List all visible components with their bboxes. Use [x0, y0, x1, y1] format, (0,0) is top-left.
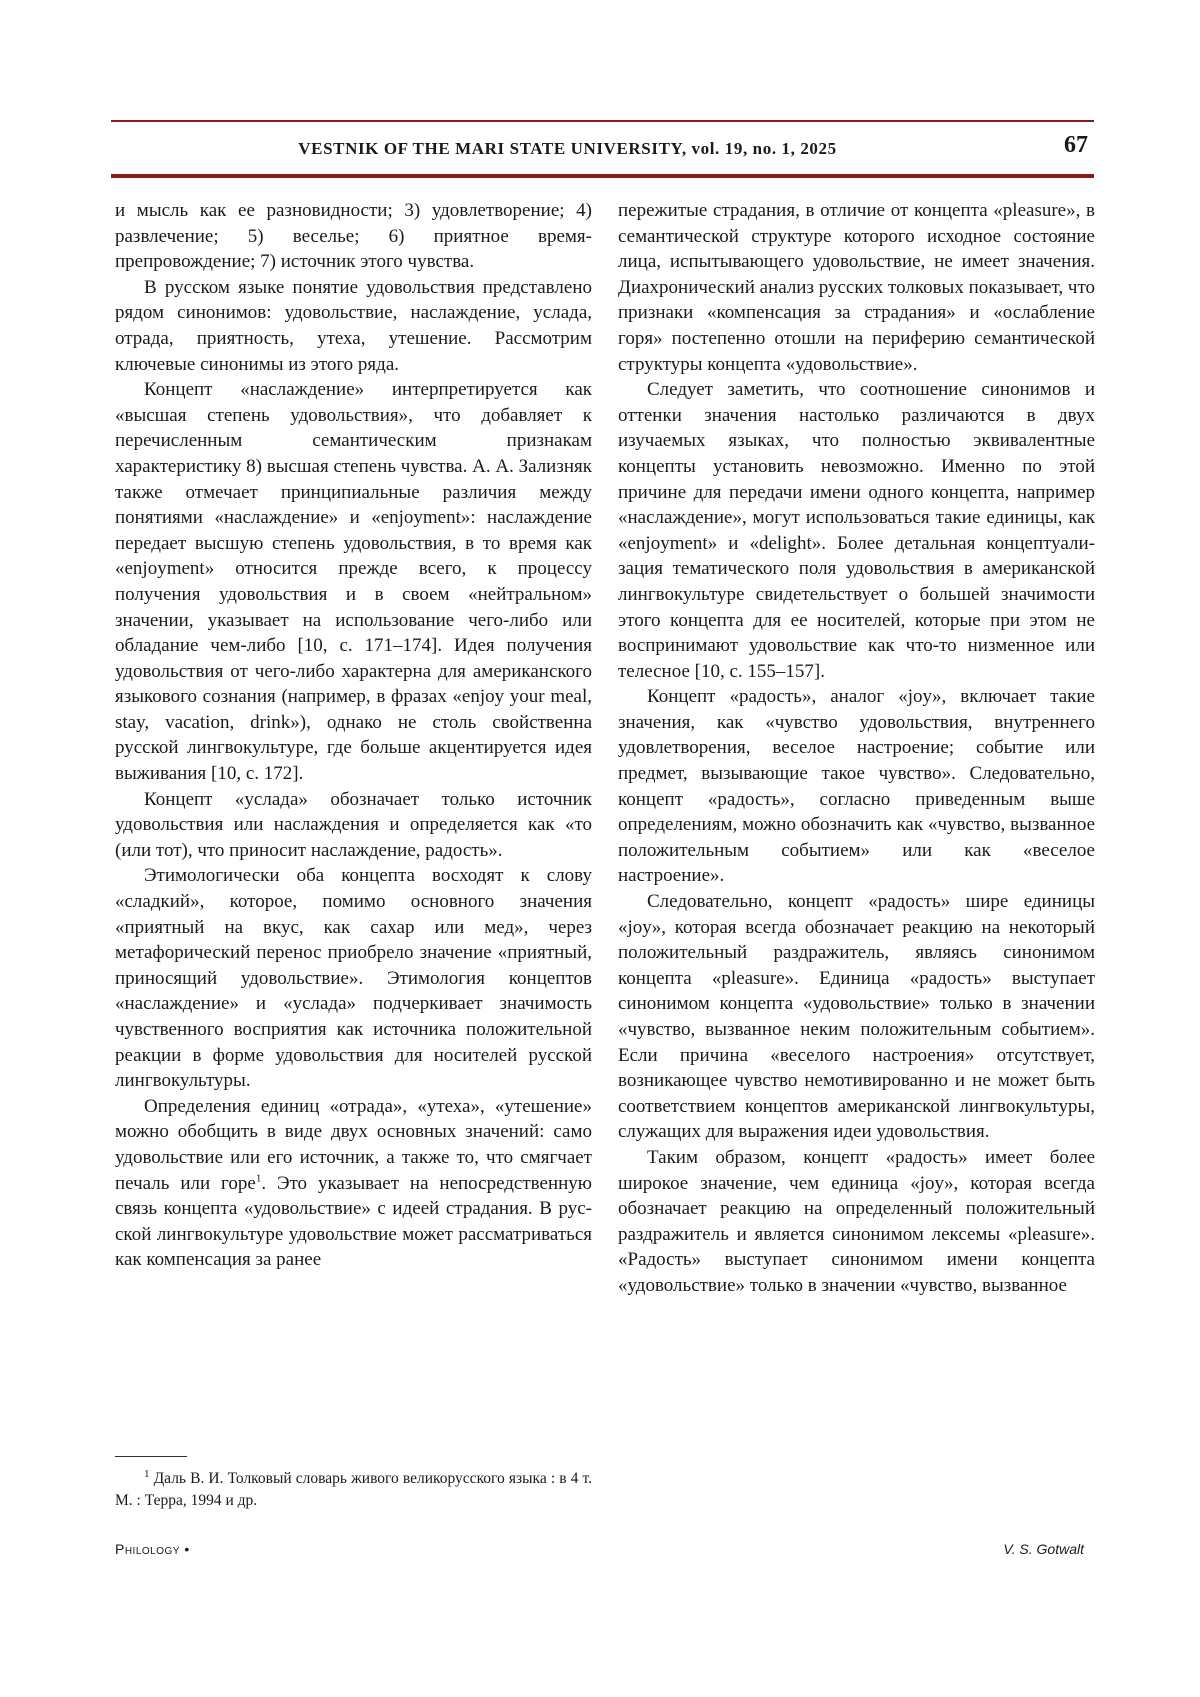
paragraph: пережитые страдания, в отличие от концепта «pleasure», в семантической структуре которого исходное состояние лица, испытывающего удовольствие, не имеет значения. Диахронический анализ русских толковых показывает, что признаки «компенсация за страдания» и «ослабление горя» постепенно отошли на периферию семантической структуры концепта «удовольствие». — [618, 200, 1095, 375]
section-name: Philology — [115, 1541, 180, 1557]
paragraph: В русском языке понятие удовольствия представлено рядом синонимов: удовольствие, наслаждение, услада, отрада, приятность, утеха, утешение. Рассмотрим ключевые синонимы из этого ряда. — [115, 276, 592, 375]
paragraph-text: Определения единиц «отрада», «утеха», «утешение» можно обобщить в виде двух основных значений: само удовольствие или его источник, а также то, что смягчает печаль или горе — [115, 1095, 592, 1194]
left-column — [115, 198, 592, 1273]
running-header — [111, 130, 1094, 168]
header-top-rule — [111, 120, 1094, 122]
paragraph: Таким образом, концепт «радость» имеет более широкое значение, чем единица «joy», которая всегда обозначает реакцию на определенный положительный раздражитель и является синонимом лексемы «pleasure». «Радость» выступает синонимом имени концепта «удовольствие» только в значении «чувство, вызванное — [618, 1146, 1095, 1296]
right-column — [618, 198, 1095, 1299]
paragraph — [115, 1094, 592, 1273]
paragraph: Следует заметить, что соотношение синонимов и оттенки значения настолько различаются в двух изучаемых языках, что полностью эквивалентные концепты установить невозможно. Именно по этой причине для передачи имени одного концепта, например «наслаждение», могут использоваться такие единицы, как «enjoyment» и «delight». Более детальная концептуализация тематического поля удовольствия в американской лингвокультуре свидетельствует о большей значимости этого концепта для ее носителей, которые при этом не воспринимают удовольствие как что-то низменное или телесное [10, с. 155–157]. — [618, 379, 1095, 682]
footnote-separator — [115, 1456, 187, 1457]
footnote-text: Даль В. И. Толковый словарь живого великорусского языка : в 4 т. М. : Терра, 1994 и др. — [115, 1470, 592, 1509]
paragraph: Концепт «радость», аналог «joy», включает такие значения, как «чувство удовольствия, внутреннего удовлетворения, веселое настроение; событие или предмет, вызывающие такое чувство». Следовательно, концепт «радость», согласно приведенным выше определениям, можно обозначить как «чувство, вызванное положительным событием» или как «веселое настроение». — [618, 686, 1095, 887]
footnote-body — [115, 1468, 592, 1512]
paragraph: Концепт «наслаждение» интерпретируется как «высшая степень удовольствия», что добавляет к перечисленным семантическим признакам характеристику 8) высшая степень чувства. А. А. Зализняк также отмечает принципиальные различия между понятиями «наслаждение» и «enjoyment»: наслаждение передает высшую степень удовольствия, в то время как «enjoyment» относится прежде всего, к процессу получения удовольствия и в своем «нейтральном» значении, указывает на использование чего-либо или обладание чем-либо [10, с. 171–174]. Идея получения удовольствия от чего-либо характерна для американского языкового сознания (например, в фразах «enjoy your meal, stay, vacation, drink»), однако не столь свойственна русской лингвокультуре, где больше акцентируется идея выживания [10, с. 172]. — [115, 379, 592, 785]
footnote-mark: 1 — [144, 1467, 150, 1480]
paragraph-text: . Это указывает на непосредственную связь концепта «удовольствие» с идеей страдания. В русской лингвокультуре удовольствие может рассматриваться как компенсация за ранее — [115, 1172, 592, 1271]
page-number: 67 — [1064, 132, 1088, 158]
journal-title: VESTNIK OF THE MARI STATE UNIVERSITY, vol. 19, no. 1, 2025 — [298, 139, 837, 158]
paragraph: Этимологически оба концепта восходят к слову «сладкий», которое, помимо основного значения «приятный на вкус, как сахар или мед», через метафорический перенос приобрело значение «приятный, приносящий удовольствие». Этимология концептов «наслаждение» и «услада» подчеркивает значимость чувственного восприятия как источника положительной реакции в форме удовольствия для носителей русской лингвокультуры. — [115, 865, 592, 1092]
footnote-reference[interactable]: 1 — [255, 1172, 262, 1185]
paragraph: Следовательно, концепт «радость» шире единицы «joy», которая всегда обозначает реакцию на некоторый положительный раздражитель, являясь синонимом концепта «pleasure». Единица «радость» выступает синонимом концепта «удовольствие» только в значении «чувство, вызванное неким положительным событием». Если причина «веселого настроения» отсутствует, возникающее чувство немотивированно и не может быть соответствием концептов американской лингвокультуры, служащих для выражения идеи удовольствия. — [618, 891, 1095, 1143]
paragraph: Концепт «услада» обозначает только источник удовольствия или наслаждения и определяется как «то (или тот), что приносит наслаждение, радость». — [115, 788, 592, 861]
footnote — [115, 1468, 592, 1512]
footer-section — [115, 1541, 190, 1557]
bullet-separator: • — [184, 1541, 190, 1557]
header-bottom-rule — [111, 174, 1094, 178]
footer-author: V. S. Gotwalt — [1003, 1541, 1084, 1557]
paragraph: и мысль как ее разновидности; 3) удовлетворение; 4) развлечение; 5) веселье; 6) приятное времяпрепровождение; 7) источник этого чувства. — [115, 200, 592, 273]
